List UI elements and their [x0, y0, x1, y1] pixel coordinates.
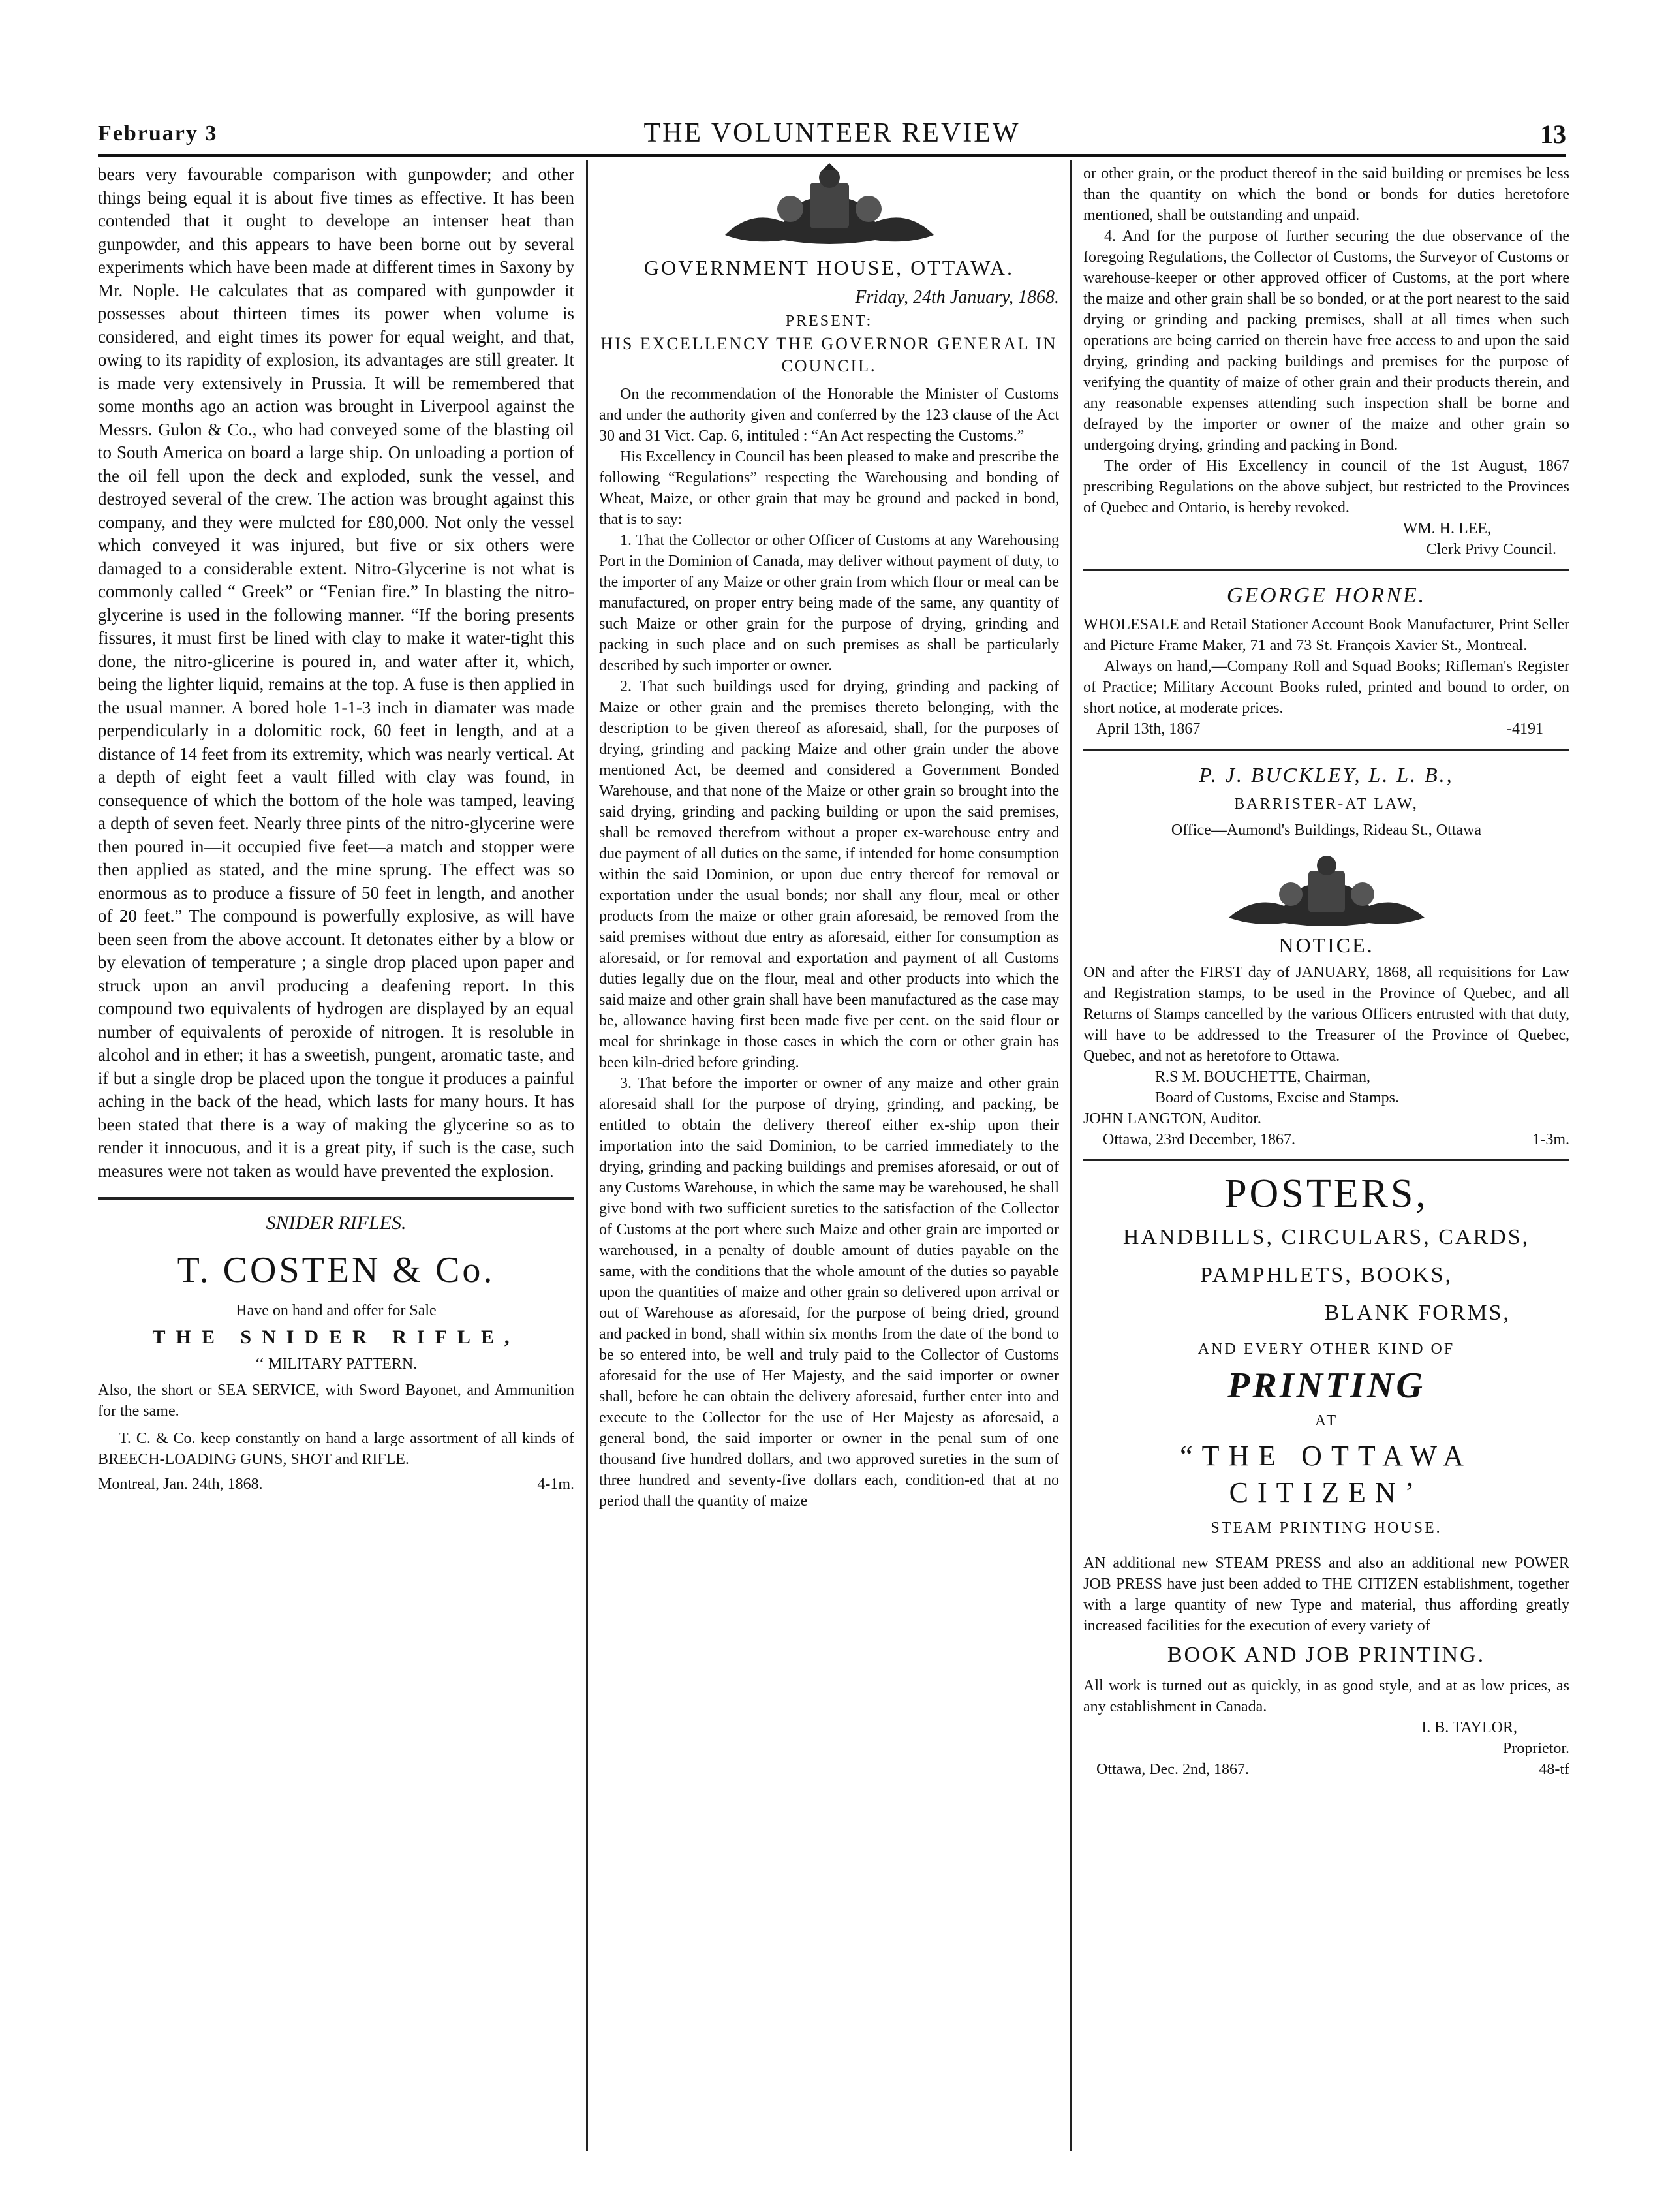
horne-code: -4191 [1507, 721, 1543, 738]
council-para-2: His Excellency in Council has been pleased to make and prescribe the following “Regulations” respecting the Warehousing and bonding of Wheat, Maize, or other grain that may be ground and packed in bond, that is to say: [599, 448, 1059, 528]
notice-dateline [1083, 1129, 1569, 1150]
ad-line-5: T. C. & Co. keep constantly on hand a large assortment of all kinds of BREECH-LOADING GUNS, SHOT and RIFLE. [98, 1430, 574, 1468]
horne-date: April 13th, 1867 [1096, 721, 1201, 738]
column-1 [98, 163, 574, 1495]
horne-body-1: WHOLESALE and Retail Stationer Account Book Manufacturer, Print Seller and Picture Frame Maker, 71 and 73 St. François Xavier St., Montreal. [1083, 616, 1569, 654]
section-rule-1 [1083, 569, 1569, 571]
council-heading: GOVERNMENT HOUSE, OTTAWA. [643, 256, 1015, 279]
column-divider-2 [1070, 160, 1072, 2151]
royal-crest-icon [712, 163, 947, 248]
printing-advertisement [1083, 1170, 1569, 1780]
notice-date: Ottawa, 23rd December, 1867. [1103, 1131, 1295, 1148]
buckley-office: Office—Aumond's Buildings, Rideau St., Ottawa [1171, 822, 1482, 839]
notice-code: 1-3m. [1532, 1131, 1569, 1148]
posters-date: Ottawa, Dec. 2nd, 1867. [1096, 1761, 1249, 1778]
posters-dateline [1083, 1759, 1569, 1780]
buckley-card [1083, 760, 1569, 841]
posters-printing: PRINTING [1227, 1365, 1425, 1406]
posters-house: STEAM PRINTING HOUSE. [1211, 1519, 1442, 1536]
council-para-3: 1. That the Collector or other Officer of Customs at any Warehousing Port in the Dominion of Canada, may deliver without payment of duty, to the importer of any Maize or other grain from which flour or meal can be manufactured, on proper entry being made of the same, any quantity of such Maize or other grain for the purpose of drying, grinding and packing in such place and on such premises as shall be particularly described by such importer or owner. [599, 531, 1059, 674]
posters-line-3: BLANK FORMS, [1324, 1301, 1511, 1325]
posters-code: 48-tf [1539, 1761, 1569, 1778]
posters-line-2: PAMPHLETS, BOOKS, [1200, 1263, 1453, 1287]
issue-date: February 3 [98, 121, 218, 146]
horne-dateline [1083, 719, 1569, 740]
ad-firm-name: T. COSTEN & Co. [177, 1250, 495, 1290]
nitroglycerine-article: bears very favourable comparison with gunpowder; and other things being equal it is about five times as effective. It has been contended that it ought to develope an intenser heat than gunpowder, and this appears to have been borne out by several experiments which have been made at different times in Saxony by Mr. Nople. He calculates that as compared with gunpowder it possesses about thirteen times its power when volume is considered, and eight times its power for equal weight, and that, owing to its rapidity of explosion, its advantages are still greater. It is made very extensively in Prussia. It will be remembered that some months ago an action was brought in Liverpool against the Messrs. Gulon & Co., who had conveyed some of the blasting oil to South America on board a large ship. On unloading a portion of the oil fell upon the deck and exploded, sunk the vessel, and destroyed several of the crew. The action was brought against this company, and they were mulcted for £80,000. Not only the vessel which conveyed it was injured, but five or six others were damaged to a considerable extent. Nitro-Glycerine is not what is commonly called “ Greek” or “Fenian fire.” In blasting the nitro-glycerine is used in the following manner. “If the boring presents fissures, it must first be lined with clay to make it water-tight this done, the nitro-glicerine is poured in, and water after it, which, being the lighter liquid, remains at the top. A fuse is then applied in the usual manner. A bored hole 1-1-3 inch in diamater was made perpendicularly in a dolomitic rock, 60 feet in length, and at a distance of 14 feet from its extremity, which was nearly vertical. At a depth of eight feet a vault filled with clay was found, in consequence of which the bottom of the hole was tamped, leaving a depth of seven feet. Nearly three pints of the nitro-glycerine were then poured in—it occupied five feet—a match and stopper were then applied as stated, and the mine sprung. The effect was so enormous as to produce a fissure of 50 feet in length, and another of 20 feet.” The compound is powerfully explosive, as will have been seen from the above account. It detonates either by a blow or by elevation of temperature ; a single drop placed upon paper and struck upon an anvil producing a deafening report. In this compound two equivalents of hydrogen are displayed by an equal number of equivalents of peroxide of nitrogen. It is resoluble in alcohol and in ether; it has a sweetish, pungent, aromatic taste, and if but a single drop be placed upon the tongue it produces a painful aching in the back of the head, which lasts for many hours. It has been stated that there is a way of making the glycerine so as to render it innocuous, and it is a great pity, if such is the case, such measures were not taken as would have prevented the explosion. [98, 164, 574, 1181]
horne-heading: GEORGE HORNE. [1226, 584, 1427, 608]
ad-code: 4-1m. [537, 1476, 574, 1493]
running-head [98, 117, 1566, 150]
notice-sig-2: Board of Customs, Excise and Stamps. [1155, 1089, 1399, 1106]
council-excellency: HIS EXCELLENCY THE GOVERNOR GENERAL IN COUNCIL. [600, 334, 1058, 375]
ad-line-2: THE SNIDER RIFLE, [152, 1326, 520, 1348]
buckley-sub: BARRISTER-AT LAW, [1234, 796, 1419, 813]
masthead-title: THE VOLUNTEER REVIEW [643, 118, 1021, 148]
regulations-para-3: The order of His Excellency in council of the 1st August, 1867 prescribing Regulations on the above subject, but restricted to the Provinces of Quebec and Ontario, is hereby revoked. [1083, 458, 1569, 516]
posters-heading: POSTERS, [1224, 1172, 1428, 1216]
notice-body: ON and after the FIRST day of JANUARY, 1868, all requisitions for Law and Registration stamps, to be used in the Province of Quebec, and all Returns of Stamps cancelled by the various Officers entrusted with that duty, will have to be addressed to the Treasurer of the Province of Quebec, Quebec, and not as heretofore to Ottawa. [1083, 964, 1569, 1065]
clerk-title: Clerk Privy Council. [1426, 541, 1556, 558]
posters-sig-title: Proprietor. [1503, 1740, 1569, 1757]
buckley-heading: P. J. BUCKLEY, L. L. B., [1199, 763, 1454, 787]
ad-line-4: Also, the short or SEA SERVICE, with Sword Bayonet, and Ammunition for the same. [98, 1382, 574, 1420]
section-rule-3 [1083, 1159, 1569, 1161]
ad-dateline [98, 1474, 574, 1495]
column-3 [1083, 163, 1569, 1780]
stamps-notice [1083, 931, 1569, 1150]
column-2 [599, 163, 1059, 1512]
regulations-para-2: 4. And for the purpose of further securing the due observance of the foregoing Regulations, the Collector of Customs, the Surveyor of Customs or warehouse-keeper or other approved officer of Customs, at the port where the maize and other grain shall be so bonded, or at the port nearest to the said drying or grinding and packing premises, shall at all times when such operations are being carried on therein have free access to and upon the said drying, grinding and packing buildings and premises for the purpose of verifying the quantity of maize of other grain and their products therein, and any reasonable expenses attending such inspection shall be borne and defrayed by the importer or owner of the maize and other grain so undergoing drying, grinding and packing in Bond. [1083, 228, 1569, 454]
horne-advertisement [1083, 580, 1569, 740]
council-date: Friday, 24th January, 1868. [855, 287, 1059, 307]
ad-heading: SNIDER RIFLES. [266, 1212, 407, 1234]
posters-line-1: HANDBILLS, CIRCULARS, CARDS, [1122, 1225, 1530, 1249]
ad-line-1: Have on hand and offer for Sale [236, 1302, 437, 1319]
section-rule-2 [1083, 749, 1569, 751]
royal-crest-icon [1219, 852, 1434, 931]
posters-line-4: AND EVERY OTHER KIND OF [1197, 1341, 1455, 1358]
ad-date: Montreal, Jan. 24th, 1868. [98, 1476, 263, 1493]
council-para-4: 2. That such buildings used for drying, grinding and packing of Maize or other grain and the premises thereto belonging, with the description to be given thereof as aforesaid, shall, for the purposes of drying, grinding and packing Maize and other grain under the above mentioned Act, be deemed and considered a Government Bonded Warehouse, and that none of the Maize or other grain so brought into the said drying, grinding and packing building or upon the said premises, shall be removed therefrom without a proper ex-warehouse entry and due payment of all duties on the same, if intended for home consumption within the said Dominion, or upon due entry thereof for removal or exportation under the usual bonds; nor shall any flour, meal or other products from the maize or other grain aforesaid, be removed from the said premises without due entry as aforesaid, either for consumption as aforesaid, or for removal and exportation and payment of all Customs duties legally due on the flour, meal and other products into which the said maize and other grain shall have been manufactured as the case may be, allowance having first been made five per cent. on the said flour or meal for shrinkage in those cases in which the corn or other grain has been kiln-dried before grinding. [599, 678, 1059, 1071]
costen-advertisement [98, 1209, 574, 1495]
posters-body-1: AN additional new STEAM PRESS and also an additional new POWER JOB PRESS have just been added to THE CITIZEN establishment, together with a large quantity of new Type and material, thus affording greatly increased facilities for the execution of every variety of [1083, 1555, 1569, 1634]
posters-book: BOOK AND JOB PRINTING. [1167, 1643, 1486, 1667]
posters-sig: I. B. TAYLOR, [1421, 1719, 1517, 1736]
council-para-1: On the recommendation of the Honorable the Minister of Customs and under the authority given and conferred by the 123 clause of the Act 30 and 31 Vict. Cap. 6, intituled : “An Act respecting the Customs.” [599, 385, 1059, 444]
notice-sig-1: R.S M. BOUCHETTE, Chairman, [1155, 1068, 1370, 1085]
council-present: PRESENT: [785, 312, 873, 330]
posters-body-2: All work is turned out as quickly, in as good style, and at as low prices, as any establishment in Canada. [1083, 1677, 1569, 1715]
clerk-name: WM. H. LEE, [1402, 520, 1491, 537]
notice-sig-3: JOHN LANGTON, Auditor. [1083, 1110, 1261, 1127]
page-number: 13 [1540, 119, 1566, 149]
regulations-para-1: or other grain, or the product thereof in the said building or premises be less than the quantity on which the bond or bonds for duties heretofore mentioned, shall be outstanding and unpaid. [1083, 165, 1569, 224]
article-end-rule [98, 1197, 574, 1200]
notice-heading: NOTICE. [1278, 933, 1374, 957]
header-rule [98, 154, 1566, 157]
column-divider-1 [586, 160, 588, 2151]
posters-citizen: “THE OTTAWA CITIZEN’ [1180, 1440, 1473, 1508]
council-para-5: 3. That before the importer or owner of any maize and other grain aforesaid shall for the purpose of drying, grinding, and packing, be entitled to obtain the delivery thereof either ex-ship upon their importation into the said Dominion, to be carried immediately to the drying, grinding and packing buildings and premises aforesaid, or out of any Customs Warehouse, in which the same may be warehoused, he shall give bond with two sufficient sureties to the satisfaction of the Collector of Customs at the port where such Maize and other grain are imported or warehoused, in a penalty of double amount of duties payable on the same, with the conditions that the whole amount of the duties so payable upon the quantities of maize and other grain so delivered upon arrival or out of Warehouse as aforesaid, for the purpose of being dried, ground and packed in bond, shall within six months from the date of the bond to be so entered into, be well and truly paid to the Collector of Customs aforesaid for the use of Her Majesty, and the said importer or owner shall, before he can obtain the delivery aforesaid, further enter into and execute to the Collector for the use of Her Majesty as aforesaid, a general bond, the said importer or owner in the penal sum of one thousand five hundred dollars, and two approved sureties in the sum of three hundred and seventy-five dollars each, condition-ed that at no period thall the quantity of maize [599, 1074, 1059, 1510]
horne-body-2: Always on hand,—Company Roll and Squad Books; Rifleman's Register of Practice; Military Account Books ruled, printed and bound to order, on short notice, at moderate prices. [1083, 658, 1569, 717]
posters-at: AT [1314, 1412, 1338, 1429]
ad-line-3: ‘‘ MILITARY PATTERN. [255, 1356, 418, 1373]
